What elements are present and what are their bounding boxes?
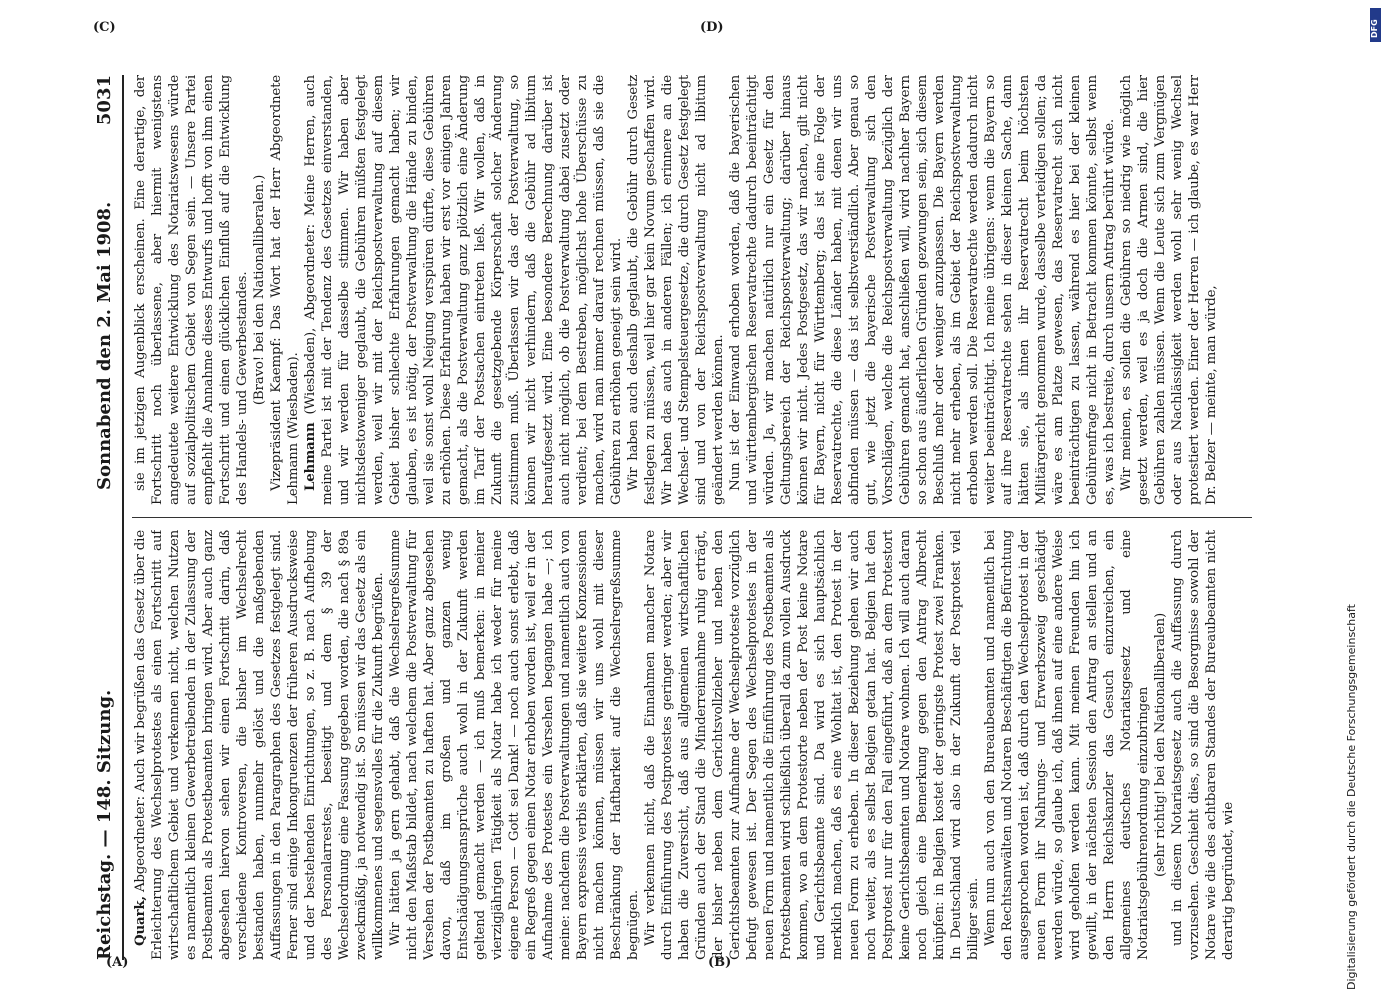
paragraph-text: (Bravo! bei den Nationalliberalen.) — [252, 174, 267, 406]
paragraph — [268, 75, 302, 505]
paragraph-text: Vizepräsident Kaempf: Das Wort hat der Herr Abgeordnete Lehmann (Wiesbaden). — [269, 75, 301, 505]
paragraph-text: Wir verkennen nicht, daß die Einnahmen mancher Notare durch Einführung des Postprotestes geringer werden; aber wir haben die Zuversicht, daß aus allgemeinen wirtschaftlichen Gründen auch der Stand die Minderreinnahme ruhig erträgt, der bisher neben dem Gerichtsvollzieher und neben den Gerichtsbeamten zur Aufnahme der Wechselproteste vorzüglich befugt gewesen ist. Der Segen des Wechselprotestes in der neuen Form und namentlich die Einführung des Postbeamten als Protestbeamten wird schließlich überall da zum vollen Ausdruck kommen, wo an dem Protestorte neben der Post keine Notare und Gerichtsbeamte sind. Da wird es sich hauptsächlich merklich machen, daß es eine Wohltat ist, den Protest in der neuen Form zu erheben. In dieser Beziehung gehen wir auch noch weiter, als es selbst Belgien getan hat. Belgien hat den Postprotest nur für den Fall eingeführt, daß an dem Protestort keine Gerichtsbeamten und Notare wohnen. Ich will auch daran noch gleich eine Bemerkung gegen den Antrag Albrecht knüpfen: in Belgien kostet der geringste Protest zwei Franken. In Deutschland wird also in der Zukunft der Postprotest viel billiger sein. — [643, 530, 981, 960]
paragraph — [1169, 530, 1237, 960]
paragraph — [302, 75, 625, 505]
paragraph — [727, 75, 1118, 505]
digitization-note-text: Digitalisierung gefördert durch die Deutsche Forschungsgemeinschaft — [1345, 604, 1358, 990]
paragraph-text: Wir haben auch deshalb geglaubt, die Gebühr durch Gesetz festlegen zu müssen, weil hier gar kein Novum geschaffen wird. Wir haben das auch in anderen Fällen; ich erinnere an die Wechsel- und Stempelsteuergesetze, die durch Gesetz festgelegt sind und von der Reichspostverwaltung nicht ad libitum geändert werden können. — [626, 75, 726, 505]
header-left: Reichstag. — 148. Sitzung. — [94, 689, 115, 960]
paragraph — [642, 530, 982, 960]
paragraph-text: Wenn nun auch von den Bureaubeamten und namentlich bei den Rechtsanwälten und Notaren Beschäftigten die Befürchtung ausgesprochen worden ist, daß durch den Wechselprotest in der neuen Form ihr Nahrungs- und Erwerbszweig geschädigt werden würde, so glaube ich, daß ihnen auf eine andere Weise wird geholfen werden kann. Mit meinen Freunden hin ich gewillt, in der nächsten Session den Antrag an stellen und an den Herrn Reichskanzler das Gesuch einzureichen, ein allgemeines deutsches Notariatsgesetz und eine Notariatsgebührenordnung einzubringen — [983, 530, 1151, 960]
paragraph — [132, 75, 251, 505]
page-number: 5031 — [94, 75, 115, 126]
speaker-name: Quark, — [132, 896, 148, 946]
paragraph — [625, 75, 727, 505]
paragraph-text: (sehr richtig! bei den Nationalliberalen) — [1153, 613, 1168, 878]
page-header — [92, 75, 124, 960]
paragraph — [1152, 530, 1169, 960]
paragraph-text: Abgeordneter: Auch wir begrüßen das Gesetz über die Erleichterung des Wechselprotestes als einen Fortschritt auf wirtschaftlichem Gebiet und verkennen nicht, welchen Nutzen es namentlich kleinen Gewerbetreibenden in der Zulassung der Postbeamten als Protestbeamten bringen wird. Aber auch ganz abgesehen hiervon sehen wir einen Fortschritt darin, daß verschiedene Kontroversen, die bisher im Wechselrecht bestanden haben, nunmehr gelöst und die maßgebenden Auffassungen in den Paragraphen des Gesetzes festgelegt sind. Ferner sind einige Inkongruenzen der früheren Ausdrucksweise und der bestehenden Einrichtungen, so z. B. nach Aufhebung des Personalarrestes, beseitigt und dem § 39 der Wechselordnung eine Fassung gegeben worden, die nach § 89a zweckmäßig, ja notwendig ist. So müssen wir das Gesetz als ein willkommenes und segensvolles für die Zukunft begrüßen. — [133, 530, 386, 960]
header-date: Sonnabend den 2. Mai 1908. — [94, 201, 115, 490]
speaker-name: Lehmann — [302, 422, 318, 491]
margin-marker-c: (C) — [93, 20, 116, 35]
rotated-page — [92, 65, 1277, 970]
margin-marker-a: (A) — [106, 955, 129, 970]
paragraph-text: sie im jetzigen Augenblick erscheinen. Eine derartige, der Fortschritt noch überlassene, aber hiermit wenigstens angedeutete weitere Entwicklung des Notariatswesens würde auf sozialpolitischem Gebiet von Segen sein. — Unsere Partei empfiehlt die Annahme dieses Entwurfs und hofft von ihm einen Fortschritt und einen glücklichen Einfluß auf die Entwicklung des Handels- und Gewerbestandes. — [133, 75, 250, 505]
right-column — [132, 75, 1267, 505]
dfg-logo-text: DFG — [1370, 19, 1379, 38]
margin-marker-b: (B) — [708, 955, 732, 970]
paragraph-text: und in diesem Notariatsgesetz auch die Auffassung durch vorzusehen. Geschieht dies, so sind die Besorgnisse sowohl der Notare wie die des achtbaren Standes der Bureaubeamten nicht derartig begründet, wie — [1170, 530, 1236, 960]
paragraph — [251, 75, 268, 505]
left-column — [132, 530, 1267, 960]
paragraph — [982, 530, 1152, 960]
digitization-note — [1325, 10, 1365, 990]
paragraph-text: Wir hätten ja gern gehabt, daß die Wechselregreßsumme nicht den Maßstab bildet, nach welchem die Postverwaltung für Versehen der Postbeamten zu haften hat. Aber ganz abgesehen davon, daß im großen und ganzen wenig Entschädigungsansprüche auch wohl in der Zukunft werden geltend gemacht werden — ich muß bemerken: in meiner vierzigjährigen Tätigkeit als Notar habe ich weder für meine eigene Person — Gott sei Dank! — noch auch sonst erlebt, daß ein Regreß gegen einen Notar erhoben worden ist, weil er in der Aufnahme des Protestes ein Versehen begangen habe —; ich meine: nachdem die Postverwaltungen und namentlich auch von Bayern expressis verbis erklärten, daß sie weitere Konzessionen nicht machen können, müssen wir uns wohl mit dieser Beschränkung der Haftbarkeit auf die Wechselregreßsumme begnügen. — [388, 530, 641, 960]
dfg-logo — [1370, 8, 1381, 42]
paragraph-text: (Wiesbaden), Abgeordneter: Meine Herren, auch meine Partei ist mit der Tendenz des Gesetzes einverstanden, und wir werden für dasselbe stimmen. Wir haben aber nichtsdestoweniger geglaubt, die Gebühren müßten festgelegt werden, weil wir mit der Reichspostverwaltung auf diesem Gebiet bisher schlechte Erfahrungen gemacht haben; wir glauben, es ist nötig, der Postverwaltung die Hände zu binden, weil sie sonst wohl Neigung verspüren dürfte, diese Gebühren zu erhöhen. Diese Erfahrung haben wir erst vor einigen Jahren gemacht, als die Postverwaltung ganz plötzlich eine Änderung im Tarif der Postsachen eintreten ließ. Wir wollen, daß in Zukunft die gesetzgebende Körperschaft solcher Änderung zustimmen muß. Überlassen wir das der Postverwaltung, so können wir nicht verhindern, daß die Gebühr ad libitum heraufgesetzt wird. Eine besondere Berechnung darüber ist auch nicht möglich, ob die Postverwaltung dabei zusetzt oder verdient; bei dem Bestreben, möglichst hohe Überschüsse zu machen, wird man immer darauf rechnen müssen, daß sie die Gebühren zu erhöhen geneigt sein wird. — [303, 75, 624, 505]
paragraph — [387, 530, 642, 960]
paragraph — [132, 530, 387, 960]
margin-marker-d: (D) — [700, 20, 724, 35]
paragraph-text: Wir meinen, es sollen die Gebühren so niedrig wie möglich gesetzt werden, weil es ja doch die Armen sind, die hier Gebühren zahlen müssen. Wenn die Leute sich zum Vergnügen oder aus Nachlässigkeit werden wohl sehr wenig Wechsel protestiert werden. Einer der Herren — ich glaube, es war Herr Dr. Belzer — meinte, man würde, — [1119, 75, 1219, 505]
paragraph-text: Nun ist der Einwand erhoben worden, daß die bayerischen und württembergischen Reservatrechte dadurch beeinträchtigt würden. Ja, wir machen natürlich nur ein Gesetz für den Geltungsbereich der Reichspostverwaltung; darüber hinaus können wir nicht. Jedes Postgesetz, das wir machen, gilt nicht für Bayern, nicht für Württemberg; das ist eine Folge der Reservatrechte, die diese Länder haben, mit denen wir uns abfinden müssen — das ist selbstverständlich. Aber genau so gut, wie jetzt die bayerische Postverwaltung sich den Vorschlägen, welche die Reichspostverwaltung bezüglich der Gebühren gemacht hat, anschließen will, wird nachher Bayern so schon aus äußerlichen Gründen gezwungen sein, sich diesem Beschluß mehr oder weniger anzupassen. Die Bayern werden nicht mehr erheben, als im Gebiet der Reichspostverwaltung erhoben werden soll. Die Reservatrechte werden dadurch nicht weiter beeinträchtigt. Ich meine übrigens: wenn die Bayern so auf ihre Reservatrechte sehen in dieser kleinen Sache, dann hätten sie, als ihnen ihr Reservatrecht beim höchsten Militärgericht genommen wurde, dasselbe verteidigen sollen; da wäre es am Platze gewesen, das Reservatrecht sich nicht beeinträchtigen zu lassen, während es hier bei der kleinen Gebührenfrage nicht in Betracht kommen könnte, selbst wenn es, was ich bestreite, durch unsern Antrag berührt würde. — [728, 75, 1117, 505]
column-divider — [132, 517, 1252, 518]
paragraph — [1118, 75, 1220, 505]
